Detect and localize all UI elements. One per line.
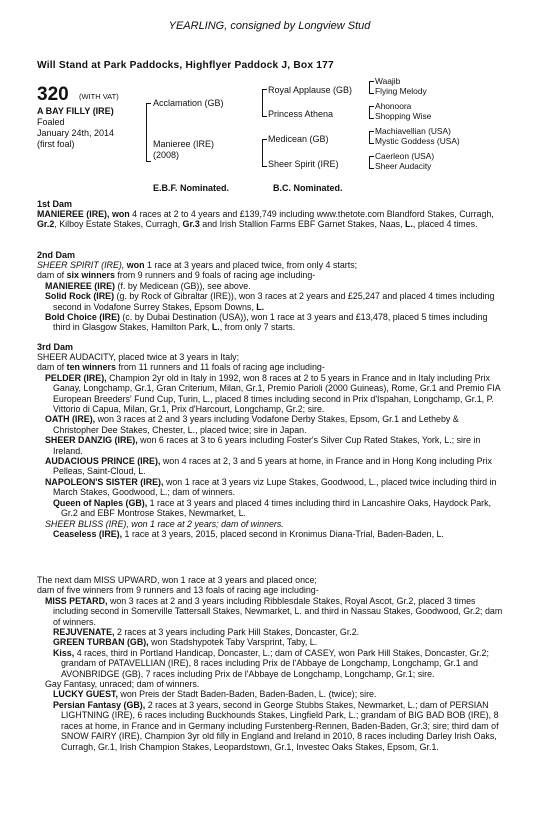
vat-note: (WITH VAT) [79,92,119,101]
progeny-record: won 4 races at 2, 3 and 5 years at home, in France and in Hong Kong including Prix Pelleas, Saint-Cloud, L. [53,456,492,477]
winners-count: six winners [66,270,115,281]
pedigree-brace [146,103,151,162]
third-dam-section [37,352,507,539]
progeny-name: NAPOLEON'S SISTER (IRE), [45,476,164,487]
list-item [37,498,507,519]
progeny-record: won 6 races at 3 to 6 years including Foster's Silver Cup Rated Stakes, York, L.; sire in Ireland. [53,435,481,456]
list-item [37,373,507,415]
gg-dam-dam-sire: Caerleon (USA) [375,151,435,161]
third-dam-heading: 3rd Dam [37,342,74,352]
race-record: 1 race at 3 years and placed twice, from only 4 starts; [146,260,358,270]
pedigree-brace [262,139,267,167]
dam-intro: The next dam MISS UPWARD, won 1 race at 3 years and placed once; [37,575,317,585]
progeny-name: LUCKY GUEST, [53,689,118,700]
list-item [37,689,507,699]
pedigree-brace [262,89,267,117]
list-item [37,312,507,333]
progeny-name: MANIEREE (IRE) [45,280,116,291]
progeny-name: AUDACIOUS PRINCE (IRE), [45,456,161,467]
gg-sire-dam-dam: Shopping Wise [375,111,432,121]
winners-count: ten winners [66,362,116,373]
progeny-name: Solid Rock (IRE) [45,291,115,302]
bc-nomination: B.C. Nominated. [273,183,343,193]
lot-number: 320 [37,84,69,105]
lot-name: A BAY FILLY (IRE) [37,106,114,116]
list-item [37,648,507,679]
list-item [37,291,507,312]
progeny-name: Persian Fantasy (GB), [53,699,146,710]
dam-intro: SHEER AUDACITY, placed twice at 3 years in Italy; [37,352,240,362]
list-item [37,700,507,752]
sire-sire: Royal Applause (GB) [268,85,353,95]
race-record: 4 races at 2 to 4 years and £139,749 including www.thetote.com Blandford Stakes, Curragh, [132,209,494,219]
progeny-record: 1 race at 3 years, 2015, placed second in Kronimus Diana-Trial, Baden-Baden, L. [124,528,444,539]
gg-sire-sire-dam: Flying Melody [375,86,427,96]
gg-sire-dam-sire: Ahonoora [375,101,412,111]
dam-name: SHEER SPIRIT (IRE), [37,260,125,270]
foal-note: (first foal) [37,139,75,149]
progeny-name: Queen of Naples (GB), [53,497,148,508]
dam-name: MANIEREE (IRE), [37,209,110,219]
progeny-name: Kiss, [53,647,75,658]
progeny-name: PELDER (IRE), [45,372,107,383]
first-dam-heading: 1st Dam [37,199,73,209]
list-item [37,477,507,498]
listed-label: L. [256,301,265,312]
grade-label: Gr.3 [182,219,200,230]
progeny-name: MISS PETARD, [45,595,108,606]
progeny-record: SHEER BLISS (IRE), won 1 race at 2 years; dam of winners. [45,518,284,529]
stand-location: Will Stand at Park Paddocks, Highflyer Paddock J, Box 177 [37,60,334,71]
list-item [37,456,507,477]
progeny-record: 4 races, third in Portland Handicap, Doncaster, L.; dam of CASEY, won Park Hill Stakes, Doncaster, Gr.2; grandam of PATAVELLIAN (IRE), 8 races including Prix de l'Abbaye de Longchamp, Longchamp, Gr.1 and AVONBRIDGE (GB), 7 races including Prix de l'Abbaye de Longchamp, Longchamp, Gr.1; sire. [61,647,489,679]
list-item [37,637,507,647]
list-item [37,519,507,529]
progeny-record: Gay Fantasy, unraced; dam of winners. [45,679,200,690]
list-item [37,281,507,291]
race-record: , placed 4 times. [412,219,478,230]
foaled-label: Foaled [37,117,65,127]
gg-dam-sire-dam: Mystic Goddess (USA) [375,136,460,146]
dam-sire: Medicean (GB) [268,134,329,144]
progeny-record: 2 races at 3 years including Park Hill Stakes, Doncaster, Gr.2. [116,627,360,638]
listed-label: L. [405,219,413,230]
won-label: won [126,260,145,270]
list-item [37,627,507,637]
listed-label: L. [211,322,220,333]
dam: Manieree (IRE) [153,139,215,149]
progeny-name: OATH (IRE), [45,414,96,425]
dam-of-label: dam of [37,362,65,373]
dam-dam: Sheer Spirit (IRE) [268,159,339,169]
foals-summary: from 9 runners and 9 foals of racing age including- [117,270,316,281]
progeny-record: won Stadshypotek Taby Varsprint, Taby, L. [151,637,318,648]
list-item [37,679,507,689]
progeny-name: SHEER DANZIG (IRE), [45,435,138,446]
second-dam-heading: 2nd Dam [37,250,76,260]
progeny-record: won 3 races at 2 and 3 years including Vodafone Derby Stakes, Epsom, Gr.1 and Letheby & Christopher Dee Stakes, Chester, L., placed twice; sire in Japan. [53,414,459,435]
list-item [37,596,507,627]
gg-dam-sire-sire: Machiavellian (USA) [375,126,451,136]
progeny-record: won 3 races at 2 and 3 years including Ribblesdale Stakes, Royal Ascot, Gr.2, placed 3 times including second in Somerville Tattersall Stakes, Newmarket, L. and third in Nassau Stakes, Goodwood, Gr.2; dam of winners. [53,595,503,627]
dam-of-label: dam of [37,270,65,281]
foals-summary: dam of five winners from 9 runners and 13 foals of racing age including- [37,585,319,596]
progeny-record: Champion 2yr old in Italy in 1992, won 8 races at 2 to 5 years in France and in Italy including Prix Ganay, Longchamp, Gr.1, Gran Criterium, Milan, Gr.1, Premio Parioli (2000 Guineas), Rome, Gr.1 and Premio FIA European Breeders' Fund Cup, Turin, L., placed 8 times including second in Prix d'Ispahan, Longchamp, Gr.1, P. Vittorio di Capua, Milan, Gr.1, Prix d'Harcourt, Longchamp, Gr.2; sire. [53,372,501,415]
progeny-record: 1 race at 3 years and placed 4 times including third in Lancashire Oaks, Haydock Park, Gr.2 and EBF Montrose Stakes, Newmarket, L. [61,497,492,519]
consignor-heading: YEARLING, consigned by Longview Stud [168,20,371,32]
progeny-name: REJUVENATE, [53,627,115,638]
ebf-nomination: E.B.F. Nominated. [153,183,230,193]
pedigree-brace [369,106,374,119]
sire: Acclamation (GB) [153,98,224,108]
progeny-record: won 1 race at 3 years viz Lupe Stakes, Goodwood, L., placed twice including third in March Stakes, Goodwood, L.; dam of winners. [53,476,497,498]
progeny-record: (g. by Rock of Gibraltar (IRE)), won 3 races at 2 years and £25,247 and placed 4 times including second in Vodafone Surrey Stakes, Epsom Downs, [53,291,495,312]
second-dam-section [37,260,507,333]
progeny-name: GREEN TURBAN (GB), [53,637,149,648]
race-record: and Irish Stallion Farms EBF Garnet Stakes, Naas, [202,219,403,230]
grade-label: Gr.2 [37,219,55,230]
race-record: , Kilboy Estate Stakes, Curragh, [54,219,181,230]
pedigree-brace [369,131,374,144]
progeny-record: (f. by Medicean (GB)), see above. [117,280,251,291]
sire-dam: Princess Athena [268,109,334,119]
progeny-record: 2 races at 3 years, second in George Stubbs Stakes, Newmarket, L.; dam of PERSIAN LIGHTNING (IRE), 6 races including Buckhounds Stakes, Lingfield Park, L.; grandam of BIG BAD BOB (IRE), 8 races at home, in France and in Germany including Furstenberg-Rennen, Baden-Baden, Gr.3; sire; third dam of SNOW FAIRY (IRE), Champion 3yr old filly in England and Ireland in 2010, 8 races including Darley Irish Oaks, Curragh, Gr.1, Irish Champion Stakes, Leopardstown, Gr.1, Investec Oaks Stakes, Epsom, Gr.1. [61,699,499,752]
dam-year: (2008) [153,150,180,160]
list-item [37,414,507,435]
won-label: won [111,209,130,219]
foals-summary: from 11 runners and 11 foals of racing age including- [118,362,325,373]
progeny-record: won Preis der Stadt Baden-Baden, Baden-Baden, L. (twice); sire. [120,689,377,700]
list-item [37,529,507,539]
progeny-record: (c. by Dubai Destination (USA)), won 1 race at 3 years and £13,478, placed 5 times including third in Glasgow Stakes, Hamilton Park, [53,312,488,333]
pedigree-brace [369,81,374,94]
pedigree-brace [369,156,374,169]
first-dam-section [37,209,507,230]
progeny-name: Ceaseless (IRE), [53,528,123,539]
progeny-name: Bold Choice (IRE) [45,312,120,323]
list-item [37,435,507,456]
next-dam-section [37,575,507,752]
progeny-record: , from only 7 starts. [219,322,296,333]
foaled-date: January 24th, 2014 [37,128,115,138]
gg-sire-sire-sire: Waajib [375,76,401,86]
gg-dam-dam-dam: Sheer Audacity [375,161,432,171]
